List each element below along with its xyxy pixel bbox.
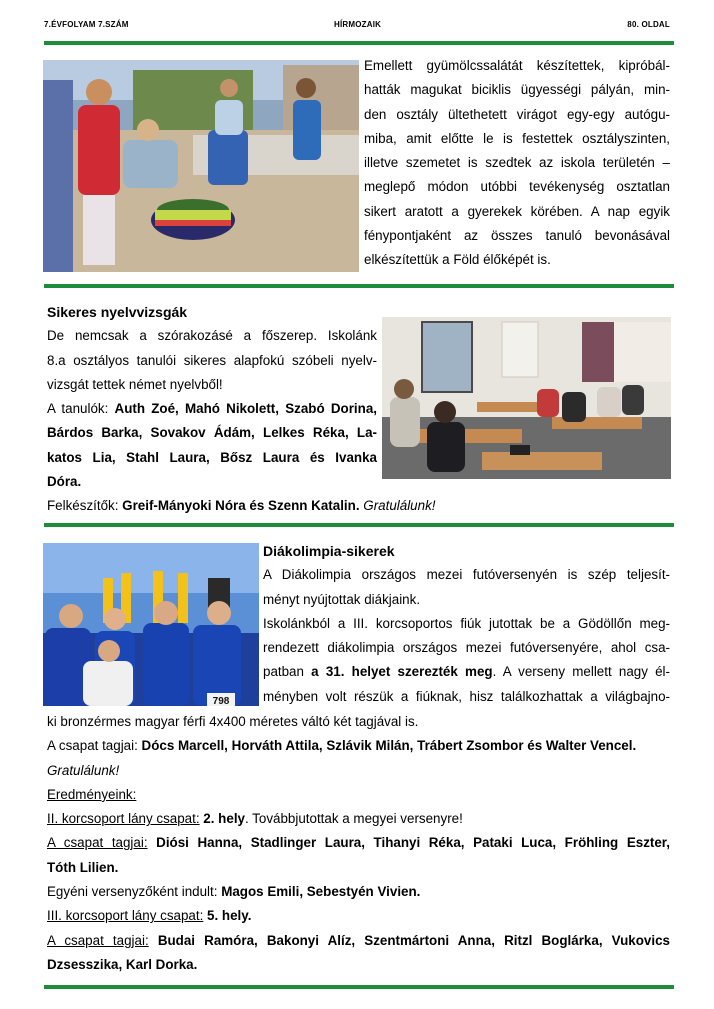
text-fragment: patban — [263, 664, 312, 680]
bib-number: 798 — [212, 696, 230, 706]
individual-names: Magos Emili, Sebestyén Vivien. — [221, 884, 421, 900]
text-line: illetve szemetet is szedtek az iskola területén – — [364, 155, 670, 171]
text-line: ményben volt részük a fiúknak, hisz találkozhattak a világbajno- — [263, 688, 670, 704]
congrats-text: Gratulálunk! — [363, 498, 436, 513]
text-line: A Diákolimpia országos mezei futóversenyén is szép teljesít- — [263, 567, 670, 583]
team-line — [47, 929, 670, 953]
text-line: ményt nyújtottak diákjaink. — [263, 591, 421, 607]
student-names: Auth Zoé, Mahó Nikolett, Szabó Dorina, — [114, 401, 377, 417]
preparer-names: Greif-Mányoki Nóra és Szenn Katalin. — [122, 498, 360, 513]
student-names: Dóra. — [47, 474, 82, 490]
preparers-label: Felkészítők: — [47, 498, 123, 513]
team-line — [47, 831, 670, 855]
header-divider — [44, 41, 674, 45]
team-names: Budai Ramóra, Bakonyi Alíz, Szentmártoni Anna, Ritzl Boglárka, Vukovics — [148, 932, 670, 948]
students-line — [47, 397, 377, 421]
text-line: meglepő módon utóbbi tevékenység osztatlan — [364, 179, 670, 195]
team-label: A csapat tagjai: — [47, 932, 149, 948]
team-names: Tóth Lilien. — [47, 859, 119, 875]
section-divider — [44, 523, 674, 527]
text-line: 8.a osztályos tanulói sikeres alapfokú szóbeli nyelv- — [47, 352, 377, 368]
team-names: Dzsesszika, Karl Dorka. — [47, 956, 198, 972]
text-line: ki bronzérmes magyar férfi 4x400 méretes váltó két tagjával is. — [47, 714, 419, 729]
section-divider — [44, 284, 674, 288]
preparers-line — [47, 494, 647, 518]
text-line: den osztály ültethetett virágot egy-egy autógu- — [364, 106, 670, 122]
result-line — [263, 660, 670, 684]
running-team-photo — [43, 543, 259, 706]
tyre-planting-photo — [43, 60, 359, 272]
text-line: hatták magukat biciklis ügyességi pályán, min- — [364, 82, 670, 98]
category-label: III. korcsoport lány csapat: — [47, 908, 204, 924]
result-entry — [47, 904, 670, 928]
page-number: 80. OLDAL — [627, 20, 670, 29]
footer-divider — [44, 985, 674, 989]
team-names: Dócs Marcell, Horváth Attila, Szlávik Milán, Trábert Zsombor és Walter Vencel. — [141, 738, 637, 754]
text-line: rendezett diákolimpia országos mezei futóversenyére, ahol csa- — [263, 640, 670, 656]
text-line: fénypontjaként az összes tanuló bevonásával — [364, 228, 670, 244]
page-header — [44, 20, 670, 32]
text-line: Iskolánkból a III. korcsoportos fiúk jutottak be a Gödöllőn meg- — [263, 615, 670, 631]
section3-text-top — [263, 539, 670, 709]
text-line: sikert aratott a gyerekek körében. A nap egyik — [364, 203, 670, 219]
section-title: Diákolimpia-sikerek — [263, 543, 395, 559]
team-label: A csapat tagjai: — [47, 738, 142, 754]
category-label: II. korcsoport lány csapat: — [47, 811, 200, 827]
placement: 2. hely — [199, 811, 245, 827]
student-names: katos Lia, Stahl Laura, Bősz Laura és Ivanka — [47, 449, 377, 465]
publication-name: HÍRMOZAIK — [334, 20, 382, 29]
congrats-text: Gratulálunk! — [47, 762, 120, 778]
students-label: A tanulók: — [47, 401, 115, 417]
text-fragment: . A verseny mellett nagy él- — [492, 664, 670, 680]
text-line: miba, amit előtte le is festettek osztályszinten, — [364, 130, 670, 146]
team-label: A csapat tagjai: — [47, 835, 148, 851]
individual-line — [47, 880, 670, 904]
text-line: Emellett gyümölcssalátát készítettek, kipróbál- — [364, 58, 670, 73]
section2-text — [47, 300, 377, 494]
team-names: Diósi Hanna, Stadlinger Laura, Tihanyi Réka, Pataki Luca, Fröhling Eszter, — [147, 835, 670, 851]
result-note: . Továbbjutottak a megyei versenyre! — [244, 811, 463, 827]
individual-label: Egyéni versenyzőként indult: — [47, 884, 222, 900]
classroom-exam-photo — [382, 317, 671, 479]
student-names: Bárdos Barka, Sovakov Ádám, Lelkes Réka, La- — [47, 425, 377, 441]
section1-text — [364, 54, 670, 273]
section-title: Sikeres nyelvvizsgák — [47, 304, 188, 320]
issue-label: 7.ÉVFOLYAM 7.SZÁM — [44, 20, 129, 29]
text-line: De nemcsak a szórakozásé a főszerep. Iskolánk — [47, 328, 377, 344]
placement: 5. hely. — [203, 908, 252, 924]
section3-text-bottom — [47, 710, 670, 977]
team-line — [47, 734, 670, 758]
results-heading: Eredményeink: — [47, 786, 137, 802]
result-highlight: a 31. helyet szerezték meg — [311, 664, 493, 680]
result-entry — [47, 807, 670, 831]
text-line: elkészítettük a Föld élőképét is. — [364, 252, 551, 268]
text-line: vizsgát tettek német nyelvből! — [47, 376, 223, 392]
